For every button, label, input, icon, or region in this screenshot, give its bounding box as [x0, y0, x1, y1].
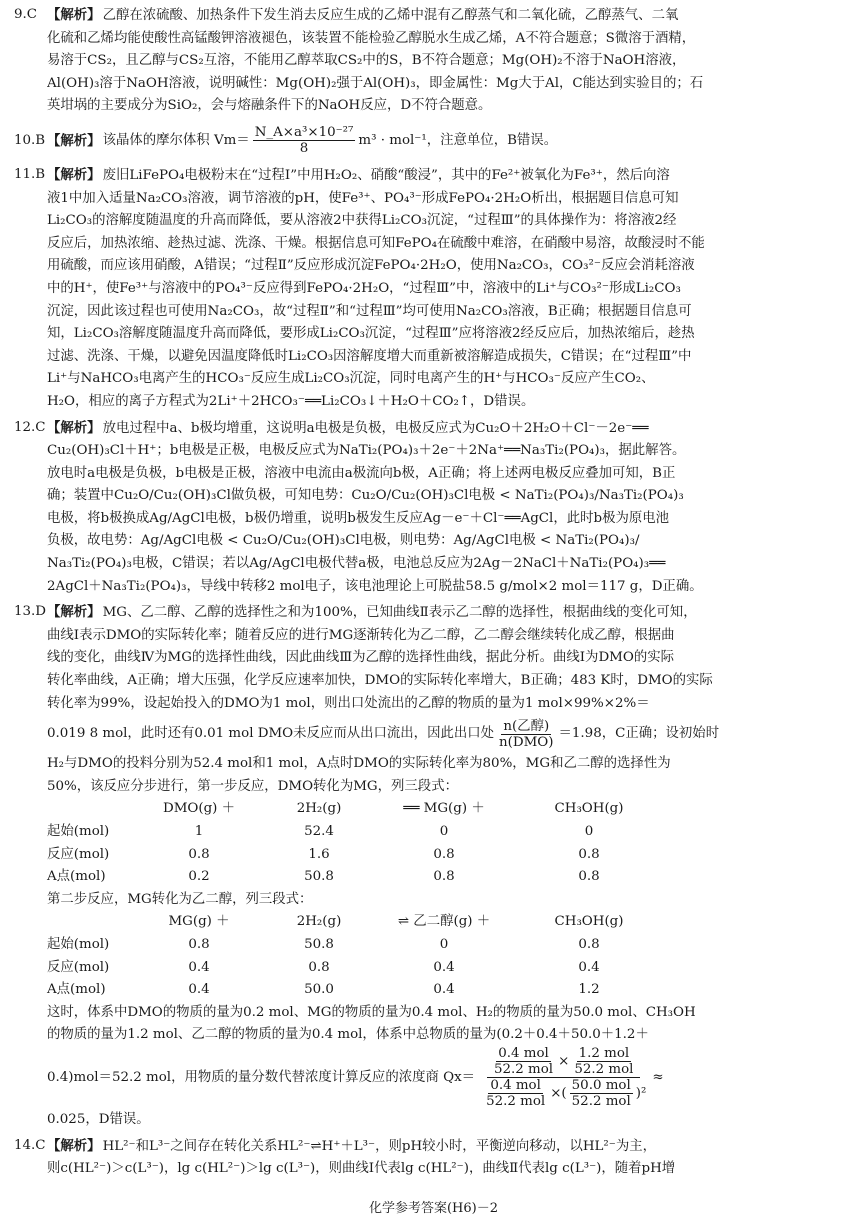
text-line: 【解析】 放电过程中a、b极均增重，这说明a电极是负极，电极反应式为Cu₂O＋2H₂O＋Cl⁻－2e⁻══ — [47, 419, 649, 436]
text-line: 0.025，D错误。 — [47, 1111, 150, 1127]
table-row: 反应(mol) 0.8 1.6 0.8 0.8 — [47, 846, 600, 862]
item-number: 11.B — [14, 166, 46, 182]
text-line: 【解析】 乙醇在浓硫酸、加热条件下发生消去反应生成的乙烯中混有乙醇蒸气和二氧化硫，乙醇蒸气、二氧 — [47, 7, 679, 23]
text-line: 英坩埚的主要成分为SiO₂，会与熔融条件下的NaOH反应，D不符合题意。 — [47, 98, 492, 114]
analysis-tag: 【解析】 — [47, 1137, 101, 1154]
text-line: 过滤、洗涤、干燥，以避免因温度降低时Li₂CO₃因溶解度增大而重新被溶解造成损失，C错误；在“过程Ⅲ”中 — [47, 348, 692, 364]
text-line: 反应后，加热浓缩、趁热过滤、洗涤、干燥。根据信息可知FePO₄在硫酸中难溶，在硝酸中易溶，故酸浸时不能 — [47, 235, 705, 251]
answer-page — [14, 4, 856, 1181]
answer-item-9 — [14, 4, 856, 118]
text-line: Li⁺与NaHCO₃电离产生的HCO₃⁻反应生成Li₂CO₃沉淀，同时电离产生的H⁺与HCO₃⁻反应产生CO₂、 — [47, 371, 655, 387]
text-line: 液1中加入适量Na₂CO₃溶液，调节溶液的pH，使Fe³⁺、PO₄³⁻形成FePO₄·2H₂O析出，根据题目信息可知 — [47, 190, 679, 206]
ratio-fraction: $\frac{\text{n(乙醇)}}{\text{n(DMO)}}$ — [499, 718, 554, 750]
text-line: H₂O，相应的离子方程式为2Li⁺＋2HCO₃⁻══Li₂CO₃↓＋H₂O＋CO₂↑，D错误。 — [47, 393, 535, 409]
analysis-tag: 【解析】 — [47, 166, 101, 183]
three-stage-table-1 — [47, 798, 669, 888]
quotient-fraction: $\frac{\text{0.4 mol}}{\text{52.2 mol}}$ × $\frac{\text{1.2 mol}}{\text{52.2 mol}}$ $\frac{\text{0.4 mol}}{\text{52.2 mol}}$ × ( $\frac{\text{50.0 mol}}{\text{52.2 mol}}$ )² — [486, 1046, 647, 1110]
text-line: Li₂CO₃的溶解度随温度的升高而降低，要从溶液2中获得Li₂CO₃沉淀，“过程Ⅲ”的具体操作为：将溶液2经 — [47, 213, 677, 229]
item-number: 14.C — [14, 1137, 46, 1153]
analysis-tag: 【解析】 — [47, 419, 101, 436]
text-line: Al(OH)₃溶于NaOH溶液，说明碱性：Mg(OH)₂强于Al(OH)₃，即金属性：Mg大于Al，C能达到实验目的；石 — [47, 75, 704, 91]
analysis-tag: 【解析】 — [47, 7, 101, 23]
table-header-row: MG(g) ＋ 2H₂(g) ⇌ 乙二醇(g) ＋ CH₃OH(g) — [168, 914, 624, 930]
text-line: 化硫和乙烯均能使酸性高锰酸钾溶液褪色，该装置不能检验乙醇脱水生成乙烯，A不符合题意；S微溶于酒精， — [47, 30, 696, 46]
answer-item-13 — [14, 601, 856, 1131]
formula-line — [47, 121, 856, 161]
table-row: A点(mol) 0.2 50.8 0.8 0.8 — [47, 869, 600, 885]
text-line: 确；装置中Cu₂O/Cu₂(OH)₃Cl做负极，可知电势：Cu₂O/Cu₂(OH)₃Cl电极 < NaTi₂(PO₄)₃/Na₃Ti₂(PO₄)₃ — [47, 488, 684, 504]
text-line: 放电时a电极是负极，b电极是正极，溶液中电流由a极流向b极，A正确；将上述两电极反应叠加可知，B正 — [47, 465, 676, 481]
formula-prefix: 该晶体的摩尔体积 Vm＝ — [102, 132, 250, 148]
item-number: 9.C — [14, 7, 38, 22]
item-number: 10.B — [14, 132, 46, 148]
table-header-row: DMO(g) ＋ 2H₂(g) ══ MG(g) ＋ CH₃OH(g) — [162, 801, 624, 817]
text-line: 转化率曲线，A正确；增大压强，化学反应速率加快，DMO的实际转化率增大，B正确；483 K时，DMO的实际 — [47, 673, 713, 689]
three-stage-table-2 — [47, 911, 669, 1001]
text-line: 【解析】 HL²⁻和L³⁻之间存在转化关系HL²⁻⇌H⁺＋L³⁻，则pH较小时，平衡逆向移动，以HL²⁻为主， — [47, 1137, 656, 1154]
text-line: 50%，该反应分步进行，第一步反应，DMO转化为MG，列三段式： — [47, 778, 458, 794]
answer-item-12 — [14, 417, 856, 599]
answer-item-10 — [14, 121, 856, 161]
text-line: 第二步反应，MG转化为乙二醇，列三段式： — [47, 891, 313, 907]
text-line: 负极，故电势：Ag/AgCl电极 < Cu₂O/Cu₂(OH)₃Cl电极，则电势：Ag/AgCl电极 < NaTi₂(PO₄)₃/ — [47, 533, 640, 549]
text-line: Cu₂(OH)₃Cl＋H⁺；b电极是正极，电极反应式为NaTi₂(PO₄)₃＋2e⁻＋2Na⁺══Na₃Ti₂(PO₄)₃，据此解答。 — [47, 443, 686, 459]
text-line: 曲线Ⅰ表示DMO的实际转化率；随着反应的进行MG逐渐转化为乙二醇，乙二醇会继续转化成乙醇，根据曲 — [47, 627, 675, 643]
text-line: 【解析】 MG、乙二醇、乙醇的选择性之和为100%，已知曲线Ⅱ表示乙二醇的选择性，根据曲线的变化可知， — [47, 604, 697, 621]
item-number: 13.D — [14, 604, 47, 620]
table-row: A点(mol) 0.4 50.0 0.4 1.2 — [47, 982, 600, 998]
item-number: 12.C — [14, 419, 46, 435]
page-footer: 化学参考答案(H6)－2 — [368, 1201, 499, 1216]
text-line: H₂与DMO的投料分别为52.4 mol和1 mol，A点时DMO的实际转化率为80%，MG和乙二醇的选择性为 — [47, 756, 671, 772]
quotient-line: 0.4)mol＝52.2 mol，用物质的量分数代替浓度计算反应的浓度商 Qx＝ $\frac{\text{0.4 mol}}{\text{52.2 mol}}$ × $\frac{\text{1.2 mol}}{\text{52.2 mol}}$ $\frac{\text{0.4 mol}}{\text{52.2 mol}}$ × ( $\frac{\text{50.0 mol}}{\text{52.2 mol}}$ )² ≈ — [47, 1046, 664, 1110]
formula-suffix: m³ · mol⁻¹，注意单位，B错误。 — [358, 132, 558, 148]
text-line: 中的H⁺，使Fe³⁺与溶液中的PO₄³⁻反应得到FePO₄·2H₂O，“过程Ⅲ”中，溶液中的Li⁺与CO₃²⁻形成Li₂CO₃ — [47, 280, 681, 296]
text-line: 电极，将b极换成Ag/AgCl电极，b极仍增重，说明b极发生反应Ag－e⁻＋Cl⁻══AgCl，此时b极为原电池 — [47, 510, 670, 526]
text-line: 线的变化，曲线Ⅳ为MG的选择性曲线，因此曲线Ⅲ为乙醇的选择性曲线，据此分析。曲线Ⅰ为DMO的实际 — [47, 650, 675, 666]
text-line: 的物质的量为1.2 mol、乙二醇的物质的量为0.4 mol，体系中总物质的量为(0.2＋0.4＋50.0＋1.2＋ — [47, 1027, 649, 1043]
text-line: 知，Li₂CO₃溶解度随温度升高而降低，要形成Li₂CO₃沉淀，“过程Ⅲ”应将溶液2经反应后，加热浓缩后，趁热 — [47, 326, 695, 342]
ratio-line: 0.019 8 mol，此时还有0.01 mol DMO未反应而从出口流出，因此出口处 $\frac{\text{n(乙醇)}}{\text{n(DMO)}}$ ＝1.98，C正确；设初始时 — [47, 718, 720, 750]
analysis-tag: 【解析】 — [47, 604, 101, 621]
text-line: 这时，体系中DMO的物质的量为0.2 mol、MG的物质的量为0.4 mol、H₂的物质的量为50.0 mol、CH₃OH — [47, 1004, 696, 1020]
text-line: Na₃Ti₂(PO₄)₃电极，C错误；若以Ag/AgCl电极代替a极，电池总反应为2Ag－2NaCl＋NaTi₂(PO₄)₃══ — [47, 556, 666, 572]
table-row: 起始(mol) 0.8 50.8 0 0.8 — [47, 936, 600, 952]
text-line: 【解析】 废旧LiFePO₄电极粉末在“过程Ⅰ”中用H₂O₂、硝酸“酸浸”，其中的Fe²⁺被氧化为Fe³⁺，然后向溶 — [47, 166, 670, 183]
molar-volume-fraction: $\frac{\text{N\_A×a³×10⁻²⁷}}{8}$ — [254, 125, 354, 157]
text-line: 转化率为99%，设起始投入的DMO为1 mol，则出口处流出的乙醇的物质的量为1 mol×99%×2%＝ — [47, 695, 650, 711]
text-line: 易溶于CS₂，且乙醇与CS₂互溶，不能用乙醇萃取CS₂中的S，B不符合题意；Mg(OH)₂不溶于NaOH溶液， — [47, 53, 686, 69]
text-line: 用硫酸，而应该用硝酸，A错误；“过程Ⅱ”反应形成沉淀FePO₄·2H₂O，使用Na₂CO₃，CO₃²⁻反应会消耗溶液 — [47, 258, 695, 274]
text-line: 沉淀，因此该过程也可使用Na₂CO₃，故“过程Ⅱ”和“过程Ⅲ”均可使用Na₂CO₃溶液，B正确；根据题目信息可 — [47, 303, 692, 319]
answer-item-14 — [14, 1135, 856, 1181]
text-line: 2AgCl＋Na₃Ti₂(PO₄)₃，导线中转移2 mol电子，该电池理论上可脱盐58.5 g/mol×2 mol＝117 g，D正确。 — [47, 578, 703, 594]
table-row: 起始(mol) 1 52.4 0 0 — [47, 824, 594, 839]
analysis-tag: 【解析】 — [47, 132, 101, 149]
text-line: 则c(HL²⁻)＞c(L³⁻)，lg c(HL²⁻)＞lg c(L³⁻)，则曲线Ⅰ代表lg c(HL²⁻)，曲线Ⅱ代表lg c(L³⁻)，随着pH增 — [47, 1161, 676, 1177]
answer-item-11 — [14, 164, 856, 414]
table-row: 反应(mol) 0.4 0.8 0.4 0.4 — [47, 959, 600, 975]
